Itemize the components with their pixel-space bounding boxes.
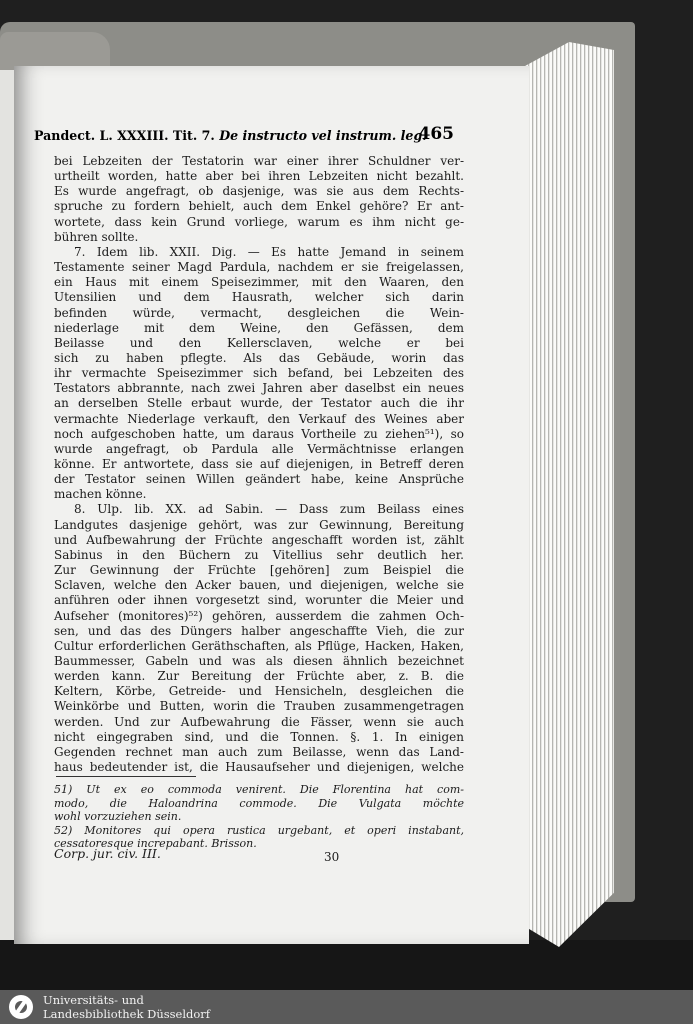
footnote-line: cessatoresque increpabant. Brisson. (54, 837, 257, 851)
text-line: Keltern, Körbe, Getreide- und Hensicheln, desgleichen die (54, 684, 464, 699)
footnote-line: 51) Ut ex eo commoda venirent. Die Florentina hat com- (54, 783, 464, 796)
text-line: Landgutes dasjenige gehört, was zur Gewinnung, Bereitung (54, 517, 464, 532)
text-line: Beilasse und den Kellersclaven, welche er bei (54, 335, 464, 350)
text-line: Cultur erforderlichen Geräthschaften, als Pflüge, Hacken, Haken, (54, 638, 464, 653)
text-line: und Aufbewahrung der Früchte angeschafft worden ist, zählt (54, 532, 464, 547)
text-line: könne. Er antwortete, dass sie auf diejenigen, in Betreff deren (54, 457, 464, 471)
text-line: der Testator seinen Willen geändert habe, keine Ansprüche (54, 472, 464, 487)
text-line: niederlage mit dem Weine, den Gefässen, dem (54, 320, 464, 335)
text-line: Gegenden rechnet man auch zum Beilasse, wenn das Land- (54, 744, 464, 759)
text-line: befinden würde, vermacht, desgleichen die Wein- (54, 305, 464, 320)
text-line: ihr vermachte Speisezimmer sich befand, bei Lebzeiten des (54, 366, 464, 381)
text-line: Zur Gewinnung der Früchte [gehören] zum Beispiel die (54, 563, 464, 578)
header-title: De instructo vel instrum. leg. (219, 128, 427, 143)
text-line: werden kann. Zur Bereitung der Früchte aber, z. B. die (54, 669, 464, 684)
footnote-rule (56, 776, 196, 777)
text-line: spruche zu fordern behielt, auch dem Enkel gehöre? Er ant- (54, 199, 464, 214)
text-line: Baummesser, Gabeln und was als diesen ähnlich bezeichnet (54, 653, 464, 668)
library-name-line2: Landesbibliothek Düsseldorf (43, 1007, 211, 1021)
text-line: sich zu haben pflegte. Als das Gebäude, worin das (54, 350, 464, 365)
text-line: ein Haus mit einem Speisezimmer, mit den Waaren, den (54, 275, 464, 290)
header-book: Pandect. L. XXXIII. Tit. 7. (34, 128, 215, 143)
text-line: 8. Ulp. lib. XX. ad Sabin. — Dass zum Beilass eines (74, 502, 464, 517)
signature-mark: Corp. jur. civ. III. (54, 846, 161, 861)
text-line: vermachte Niederlage verkauft, den Verkauf des Weines aber (54, 411, 464, 426)
text-line: Aufseher (monitores)⁵²) gehören, ausserdem die zahmen Och- (54, 608, 464, 623)
text-line: machen könne. (54, 487, 147, 502)
text-line: an derselben Stelle erbaut wurde, der Testator auch die ihr (54, 396, 464, 411)
text-line: bühren sollte. (54, 229, 139, 244)
text-line: urtheilt worden, hatte aber bei ihren Lebzeiten nicht bezahlt. (54, 169, 464, 184)
table-shadow (0, 940, 693, 990)
text-line: Sclaven, welche den Acker bauen, und diejenigen, welche sie (54, 578, 464, 593)
text-line: Testamente seiner Magd Pardula, nachdem er sie freigelassen, (54, 260, 464, 275)
text-line: Testators abbrannte, nach zwei Jahren aber daselbst ein neues (54, 381, 464, 396)
text-line: noch aufgeschoben hatte, um daraus Vortheile zu ziehen⁵¹), so (54, 426, 464, 441)
text-line: Utensilien und dem Hausrath, welcher sich darin (54, 290, 464, 305)
text-line: Sabinus in den Büchern zu Vitellius sehr deutlich her. (54, 547, 464, 562)
text-line: nicht eingegraben sind, und die Tonnen. §. 1. In einigen (54, 729, 464, 744)
library-footer (0, 990, 693, 1024)
text-line: anführen oder ihnen vorgesetzt sind, worunter die Meier und (54, 593, 464, 608)
text-line: wortete, dass kein Grund vorliege, warum es ihm nicht ge- (54, 214, 464, 229)
text-line: sen, und das des Düngers halber angeschaffte Vieh, die zur (54, 623, 464, 638)
text-line: bei Lebzeiten der Testatorin war einer ihrer Schuldner ver- (54, 154, 464, 168)
text-line: Weinkörbe und Butten, worin die Trauben zusammengetragen (54, 699, 464, 714)
page-edges (514, 42, 614, 947)
text-line: haus bedeutender ist, die Hausaufseher und diejenigen, welche (54, 760, 464, 774)
text-line: wurde angefragt, ob Pardula alle Vermächtnisse erlangen (54, 441, 464, 456)
book-page (14, 66, 529, 944)
page-number: 465 (418, 124, 454, 144)
running-header (34, 124, 454, 144)
text-line: werden. Und zur Aufbewahrung die Fässer, wenn sie auch (54, 714, 464, 729)
footnote-line: modo, die Haloandrina commode. Die Vulgata möchte (54, 796, 464, 810)
text-line: Es wurde angefragt, ob dasjenige, was sie aus dem Rechts- (54, 184, 464, 199)
library-logo-icon (9, 995, 33, 1019)
sheet-number: 30 (324, 850, 340, 864)
footnote-line: 52) Monitores qui opera rustica urgebant, et operi instabant, (54, 823, 464, 837)
text-line: 7. Idem lib. XXII. Dig. — Es hatte Jemand in seinem (74, 244, 464, 259)
library-name-line1: Universitäts- und (43, 993, 144, 1007)
footnote-line: wohl vorzuziehen sein. (54, 810, 182, 824)
